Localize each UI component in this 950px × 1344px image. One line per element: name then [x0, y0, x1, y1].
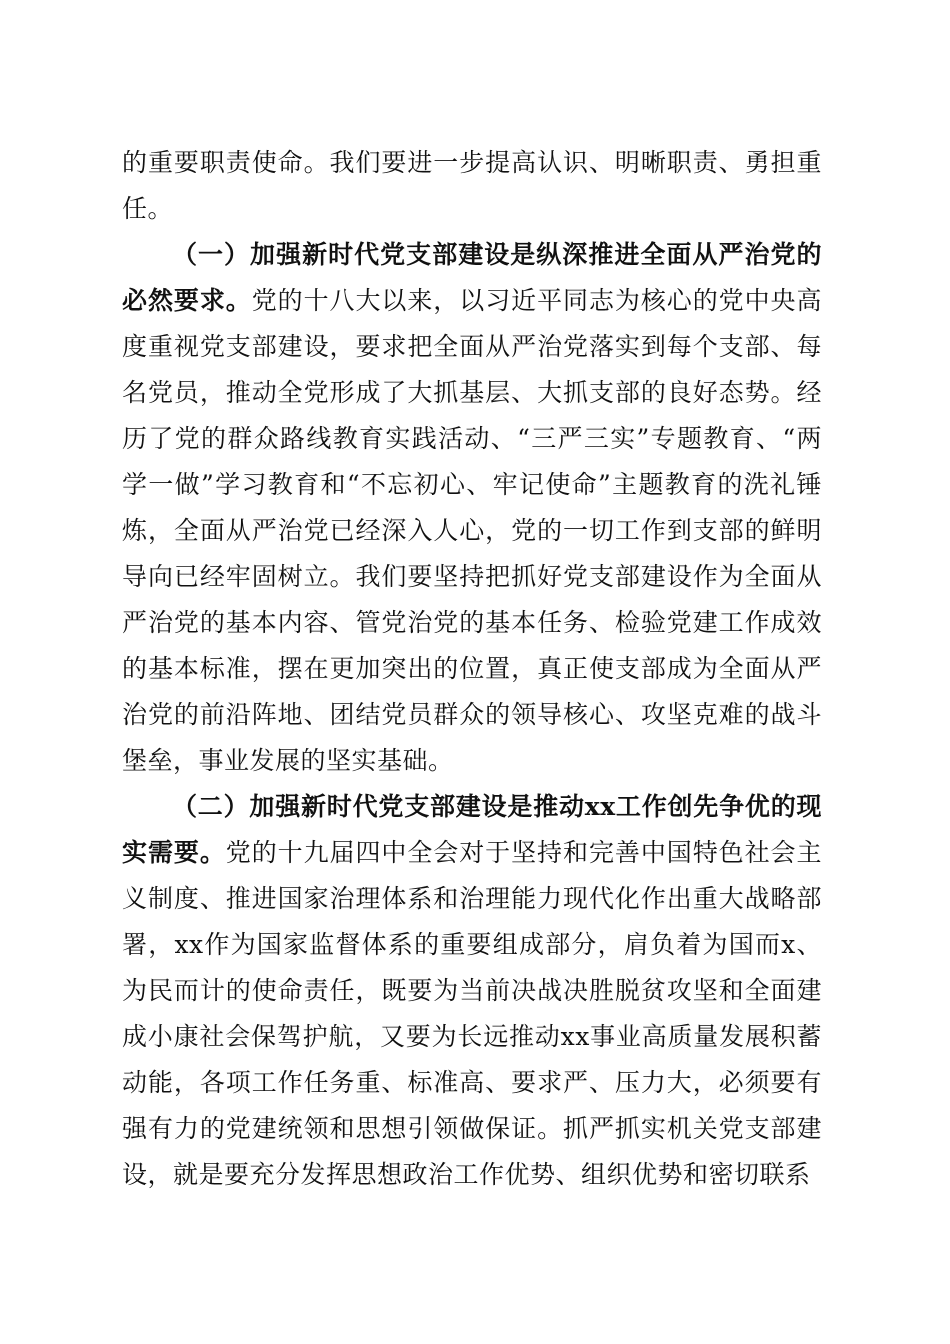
paragraph-body-text: 的重要职责使命。我们要进一步提高认识、明晰职责、勇担重任。 — [122, 148, 822, 223]
paragraph-section-2 — [122, 784, 822, 1198]
section-heading-2: （二）加强新时代党支部建设是推动xx工作创先争优的现实需要。 — [122, 792, 822, 867]
document-body — [122, 140, 822, 1198]
paragraph-body-text: 党的十九届四中全会对于坚持和完善中国特色社会主义制度、推进国家治理体系和治理能力现代化作出重大战略部署，xx作为国家监督体系的重要组成部分，肩负着为国而x、为民而计的使命责任，既要为当前决战决胜脱贫攻坚和全面建成小康社会保驾护航，又要为长远推动xx事业高质量发展积蓄动能，各项工作任务重、标准高、要求严、压力大，必须要有强有力的党建统领和思想引领做保证。抓严抓实机关党支部建设，就是要充分发挥思想政治工作优势、组织优势和密切联系 — [122, 838, 822, 1189]
paragraph-continuation — [122, 140, 822, 232]
paragraph-section-1 — [122, 232, 822, 784]
paragraph-body-text: 党的十八大以来，以习近平同志为核心的党中央高度重视党支部建设，要求把全面从严治党落实到每个支部、每名党员，推动全党形成了大抓基层、大抓支部的良好态势。经历了党的群众路线教育实践活动、“三严三实”专题教育、“两学一做”学习教育和“不忘初心、牢记使命”主题教育的洗礼锤炼，全面从严治党已经深入人心，党的一切工作到支部的鲜明导向已经牢固树立。我们要坚持把抓好党支部建设作为全面从严治党的基本内容、管党治党的基本任务、检验党建工作成效的基本标准，摆在更加突出的位置，真正使支部成为全面从严治党的前沿阵地、团结党员群众的领导核心、攻坚克难的战斗堡垒，事业发展的坚实基础。 — [122, 286, 822, 775]
section-heading-1: （一）加强新时代党支部建设是纵深推进全面从严治党的必然要求。 — [122, 240, 822, 315]
